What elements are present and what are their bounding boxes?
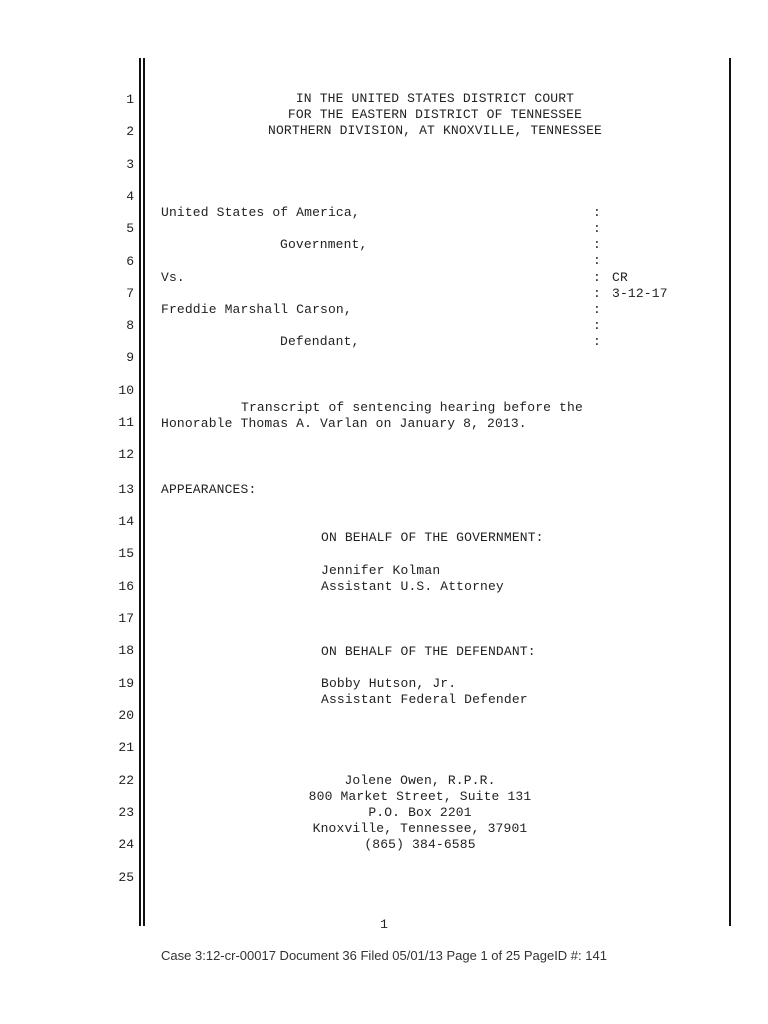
caption-colon: : [593, 318, 601, 333]
line-number: 23 [118, 805, 134, 820]
caption-colon: : [593, 221, 601, 236]
caption-colon: : [593, 302, 601, 317]
court-name-line-1: IN THE UNITED STATES DISTRICT COURT [295, 91, 575, 106]
court-name-line-3: NORTHERN DIVISION, AT KNOXVILLE, TENNESSEE [268, 123, 602, 138]
government-heading: ON BEHALF OF THE GOVERNMENT: [321, 530, 544, 545]
versus-label: Vs. [161, 270, 185, 285]
transcript-intro-line-2: Honorable Thomas A. Varlan on January 8, 2013. [161, 416, 527, 431]
line-number: 1 [126, 92, 134, 107]
line-number: 22 [118, 773, 134, 788]
plaintiff-role: Government, [280, 237, 368, 252]
line-number: 25 [118, 870, 134, 885]
caption-colon: : [593, 205, 601, 220]
caption-colon: : [593, 334, 601, 349]
line-number: 4 [126, 189, 134, 204]
caption-colon: : [593, 237, 601, 252]
line-number: 9 [126, 350, 134, 365]
reporter-street: 800 Market Street, Suite 131 [308, 789, 532, 804]
line-number: 5 [126, 221, 134, 236]
government-attorney-name: Jennifer Kolman [321, 563, 441, 578]
line-number: 11 [118, 415, 134, 430]
defense-attorney-title: Assistant Federal Defender [321, 692, 528, 707]
appearances-heading: APPEARANCES: [161, 482, 257, 497]
line-number: 15 [118, 546, 134, 561]
case-number: 3-12-17 [612, 286, 668, 301]
court-name-line-2: FOR THE EASTERN DISTRICT OF TENNESSEE [287, 107, 583, 122]
line-number: 13 [118, 482, 134, 497]
case-filing-footer: Case 3:12-cr-00017 Document 36 Filed 05/01/13 Page 1 of 25 PageID #: 141 [161, 948, 607, 963]
line-number: 8 [126, 318, 134, 333]
transcript-intro-line-1: Transcript of sentencing hearing before the [241, 400, 583, 415]
line-number: 20 [118, 708, 134, 723]
line-number: 16 [118, 579, 134, 594]
line-number: 19 [118, 676, 134, 691]
caption-colon: : [593, 286, 601, 301]
reporter-name: Jolene Owen, R.P.R. [344, 773, 496, 788]
right-margin-rule [729, 58, 731, 926]
reporter-city: Knoxville, Tennessee, 37901 [312, 821, 528, 836]
line-number: 24 [118, 837, 134, 852]
defense-heading: ON BEHALF OF THE DEFENDANT: [321, 644, 536, 659]
defendant-name: Freddie Marshall Carson, [161, 302, 352, 317]
line-number: 2 [126, 124, 134, 139]
line-number: 10 [118, 383, 134, 398]
defense-attorney-name: Bobby Hutson, Jr. [321, 676, 457, 691]
line-number: 17 [118, 611, 134, 626]
left-margin-rule [139, 58, 141, 926]
line-number: 14 [118, 514, 134, 529]
government-attorney-title: Assistant U.S. Attorney [321, 579, 504, 594]
defendant-role: Defendant, [280, 334, 360, 349]
page-number: 1 [380, 917, 388, 932]
line-number: 6 [126, 254, 134, 269]
line-number: 12 [118, 447, 134, 462]
line-number: 3 [126, 157, 134, 172]
left-margin-rule-inner [143, 58, 145, 926]
line-number: 7 [126, 286, 134, 301]
plaintiff-name: United States of America, [161, 205, 360, 220]
reporter-po-box: P.O. Box 2201 [368, 805, 472, 820]
line-number: 21 [118, 740, 134, 755]
caption-colon: : [593, 270, 601, 285]
line-number: 18 [118, 643, 134, 658]
reporter-phone: (865) 384-6585 [364, 837, 476, 852]
case-type: CR [612, 270, 628, 285]
caption-colon: : [593, 253, 601, 268]
